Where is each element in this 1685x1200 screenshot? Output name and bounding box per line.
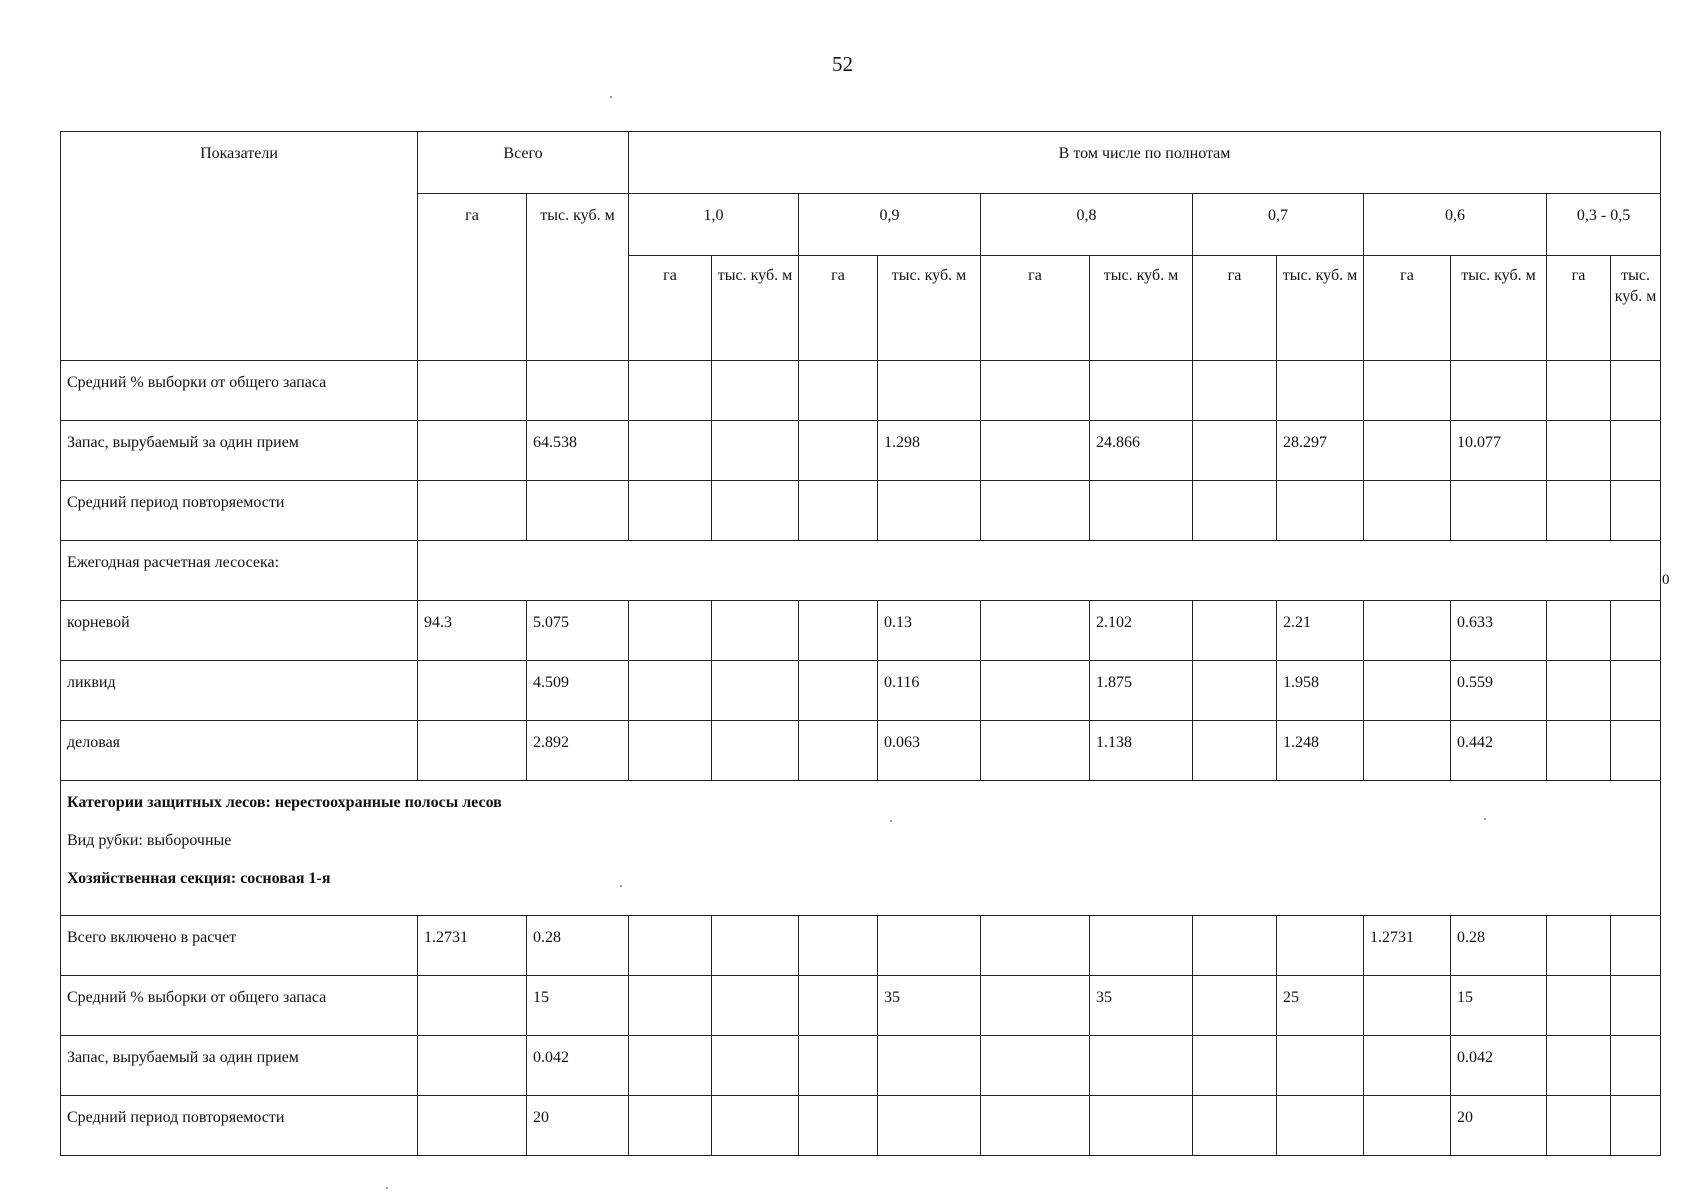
table-cell [418,481,527,541]
header-leaf-volume: тыс. куб. м [1451,256,1547,361]
table-cell [1547,361,1611,421]
table-row [61,481,1661,541]
table-cell: 94.3 [418,601,527,661]
table-cell [418,421,527,481]
table-cell [1547,661,1611,721]
table-cell [1364,1036,1451,1096]
row-label: корневой [61,601,418,661]
header-leaf-ha: га [799,256,878,361]
table-cell [418,721,527,781]
table-cell [1277,481,1364,541]
section-info [61,781,1661,916]
header-density-0-8: 0,8 [981,194,1193,256]
header-leaf-ha: га [981,256,1090,361]
table-cell: 1.298 [878,421,981,481]
table-cell [1364,481,1451,541]
table-cell [1090,1036,1193,1096]
table-cell [629,601,712,661]
table-cell [1611,721,1661,781]
header-total-ha: га [418,194,527,361]
table-cell [1611,601,1661,661]
table-cell: 4.509 [527,661,629,721]
table-cell [1547,976,1611,1036]
table-cell [1611,1096,1661,1156]
table-cell [981,481,1090,541]
table-cell [878,481,981,541]
table-cell [1611,916,1661,976]
table-cell [418,361,527,421]
table-cell [1090,481,1193,541]
table-cell [629,661,712,721]
row-label: Запас, вырубаемый за один прием [61,1036,418,1096]
header-density-0-6: 0,6 [1364,194,1547,256]
table-cell [418,976,527,1036]
table-cell [1193,421,1277,481]
row-label: Всего включено в расчет [61,916,418,976]
table-cell [1451,481,1547,541]
header-density-0-7: 0,7 [1193,194,1364,256]
row-label: Средний период повторяемости [61,1096,418,1156]
table-cell [712,916,799,976]
table-cell [1547,601,1611,661]
table-cell [1193,1096,1277,1156]
section-row [61,781,1661,916]
table-cell: 2.21 [1277,601,1364,661]
table-cell [1547,1036,1611,1096]
table-cell [1277,361,1364,421]
row-label: Запас, вырубаемый за один прием [61,421,418,481]
table-cell [981,661,1090,721]
header-leaf-ha: га [1193,256,1277,361]
table-cell [629,916,712,976]
annual-cut-label: Ежегодная расчетная лесосека: [61,541,418,601]
table-cell [712,601,799,661]
table-cell: 2.892 [527,721,629,781]
table-cell [878,916,981,976]
table-cell [1611,1036,1661,1096]
header-leaf-volume: тыс. куб. м [1090,256,1193,361]
table-cell [1364,361,1451,421]
table-cell [418,1096,527,1156]
table-cell: 0.633 [1451,601,1547,661]
table-row [61,361,1661,421]
table-row [61,1036,1661,1096]
scan-speck [890,820,892,822]
table-cell [1451,361,1547,421]
table-cell: 1.2731 [418,916,527,976]
forest-harvest-table [60,131,1661,1156]
table-cell [1277,1036,1364,1096]
table-cell: 2.102 [1090,601,1193,661]
table-cell [1090,1096,1193,1156]
table-cell: 0.442 [1451,721,1547,781]
row-label: Средний период повторяемости [61,481,418,541]
table-cell [418,661,527,721]
table-cell [1277,1096,1364,1156]
table-cell [712,421,799,481]
table-cell [629,721,712,781]
row-label: Средний % выборки от общего запаса [61,976,418,1036]
table-cell [1193,481,1277,541]
table-cell [1277,916,1364,976]
table-cell: 0.559 [1451,661,1547,721]
table-row [61,721,1661,781]
table-cell: 0.042 [1451,1036,1547,1096]
table-cell [799,361,878,421]
table-cell [1547,916,1611,976]
header-by-density: В том числе по полнотам [629,132,1661,194]
header-leaf-ha: га [1547,256,1611,361]
table-row [61,976,1661,1036]
table-cell: 25 [1277,976,1364,1036]
table-row [61,601,1661,661]
table-cell [712,661,799,721]
table-cell: 35 [1090,976,1193,1036]
table-cell: 1.2731 [1364,916,1451,976]
table-cell: 0.042 [527,1036,629,1096]
table-cell: 0.28 [1451,916,1547,976]
table-cell [1547,481,1611,541]
table-cell [1364,721,1451,781]
table-cell [799,1096,878,1156]
row-label: Средний % выборки от общего запаса [61,361,418,421]
table-cell [1547,1096,1611,1156]
table-cell [799,721,878,781]
row-label: деловая [61,721,418,781]
scan-speck [610,96,612,98]
table-cell: 5.075 [527,601,629,661]
table-cell [1193,661,1277,721]
scan-speck [386,1187,388,1189]
table-cell [1364,601,1451,661]
edge-mark: 0 [1662,572,1670,588]
header-leaf-volume: тыс. куб. м [1611,256,1661,361]
table-cell [1611,976,1661,1036]
table-cell: 24.866 [1090,421,1193,481]
table-cell [799,601,878,661]
table-cell [799,1036,878,1096]
table-cell [712,721,799,781]
scan-speck [1484,818,1486,820]
table-cell: 64.538 [527,421,629,481]
table-cell [712,976,799,1036]
table-cell [712,1036,799,1096]
table-cell [981,721,1090,781]
table-cell [629,481,712,541]
header-density-0-9: 0,9 [799,194,981,256]
table-cell [1090,361,1193,421]
table-cell [799,481,878,541]
table-cell: 20 [1451,1096,1547,1156]
table-cell [799,661,878,721]
table-cell: 1.958 [1277,661,1364,721]
table-cell: 0.13 [878,601,981,661]
table-cell [712,361,799,421]
table-cell [1193,1036,1277,1096]
section-cut-type: Вид рубки: выборочные [67,832,232,849]
table-cell [712,1096,799,1156]
table-cell [1547,721,1611,781]
header-density-0-3-0-5: 0,3 - 0,5 [1547,194,1661,256]
header-leaf-volume: тыс. куб. м [1277,256,1364,361]
table-cell: 20 [527,1096,629,1156]
header-leaf-ha: га [629,256,712,361]
table-cell [981,601,1090,661]
header-leaf-ha: га [1364,256,1451,361]
table-cell [878,1036,981,1096]
table-cell [981,1096,1090,1156]
table-cell [418,1036,527,1096]
table-cell: 35 [878,976,981,1036]
table-cell [629,361,712,421]
table-cell [799,421,878,481]
table-cell: 1.248 [1277,721,1364,781]
table-cell [1193,721,1277,781]
table-cell [1193,976,1277,1036]
table-cell: 15 [527,976,629,1036]
table-cell: 0.116 [878,661,981,721]
table-row [61,421,1661,481]
table-cell [1364,421,1451,481]
table-cell [981,976,1090,1036]
table-row [61,916,1661,976]
table-cell: 0.063 [878,721,981,781]
table-cell [1611,481,1661,541]
table-cell [1364,976,1451,1036]
table-cell [981,421,1090,481]
header-leaf-volume: тыс. куб. м [712,256,799,361]
page-number: 52 [832,52,853,76]
table-cell [878,1096,981,1156]
section-economic-section: Хозяйственная секция: сосновая 1-я [67,870,331,887]
table-cell: 0.28 [527,916,629,976]
table-cell [629,976,712,1036]
table-cell [1193,601,1277,661]
table-cell [1090,916,1193,976]
row-label: ликвид [61,661,418,721]
table-cell [629,1036,712,1096]
table-cell: 10.077 [1451,421,1547,481]
table-cell [981,916,1090,976]
table-cell [629,1096,712,1156]
table-row [61,541,1661,601]
header-total-volume: тыс. куб. м [527,194,629,361]
table-cell [1364,661,1451,721]
scan-speck [620,885,622,887]
table-cell [1364,1096,1451,1156]
table-cell: 28.297 [1277,421,1364,481]
table-cell [981,361,1090,421]
table-cell: 15 [1451,976,1547,1036]
table-cell: 1.875 [1090,661,1193,721]
header-indicators: Показатели [61,132,418,361]
table-cell [1193,916,1277,976]
table-row [61,1096,1661,1156]
table-cell [1611,361,1661,421]
table-cell: 1.138 [1090,721,1193,781]
section-category: Категории защитных лесов: нерестоохранные полосы лесов [67,794,502,811]
table-cell [878,361,981,421]
table-row [61,661,1661,721]
header-total: Всего [418,132,629,194]
table-cell [1193,361,1277,421]
table-cell [712,481,799,541]
table-cell [527,361,629,421]
table-cell [799,976,878,1036]
table-cell [1547,421,1611,481]
header-leaf-volume: тыс. куб. м [878,256,981,361]
table-cell [799,916,878,976]
header-density-1-0: 1,0 [629,194,799,256]
table-cell [1611,661,1661,721]
table-cell [527,481,629,541]
table-cell [981,1036,1090,1096]
table-cell [629,421,712,481]
table-cell [1611,421,1661,481]
annual-cut-span [418,541,1661,601]
